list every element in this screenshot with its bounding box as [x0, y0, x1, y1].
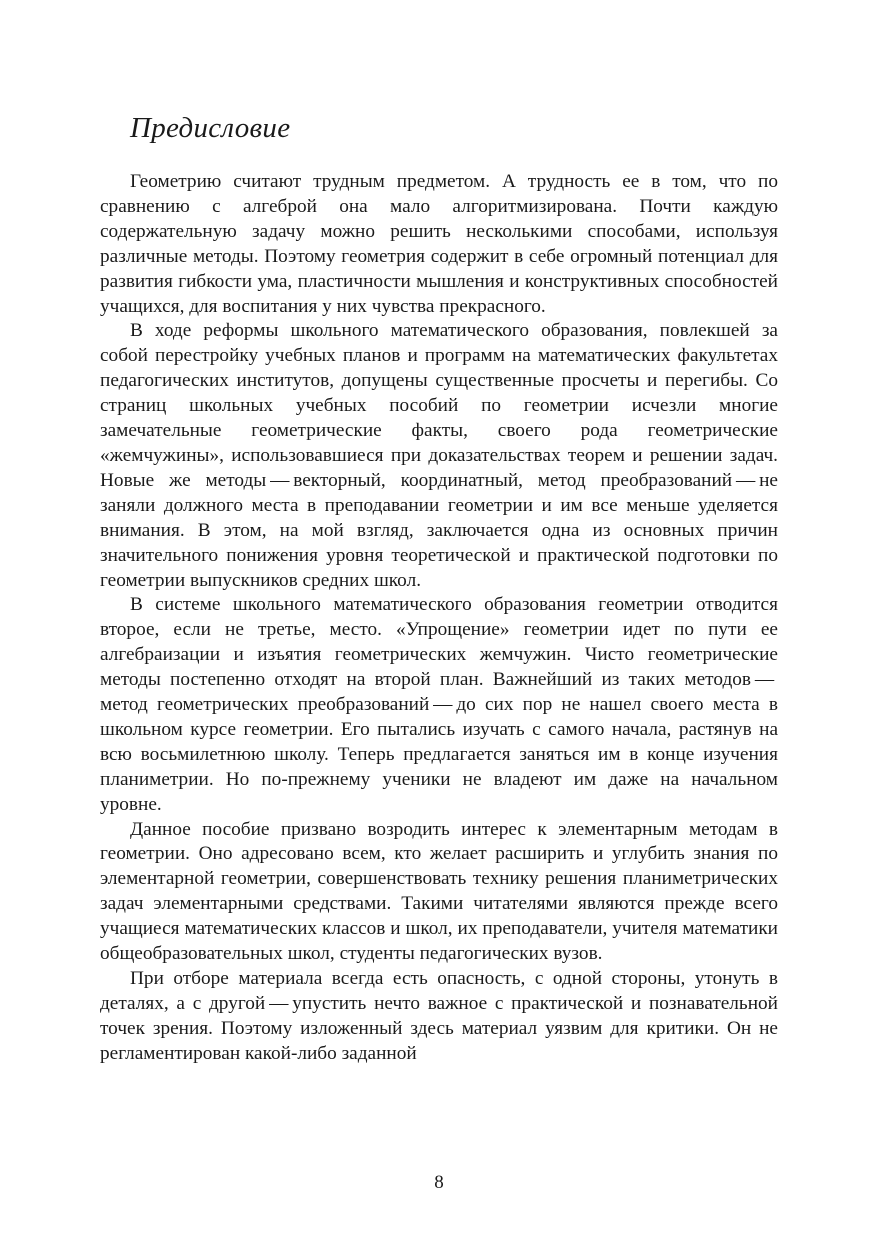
paragraph: При отборе материала всегда есть опасность, с одной стороны, утонуть в деталях, а с другой — упустить нечто важное с практической и познавательной точек зрения. Поэтому изложенный здесь материал уязвим для критики. Он не регламентирован какой-либо заданной — [100, 968, 778, 1064]
paragraph: В ходе реформы школьного математического образования, повлекшей за собой перестройку учебных планов и программ на математических факультетах педагогических институтов, допущены существенные просчеты и перегибы. Со страниц школьных учебных пособий по геометрии исчезли многие замечательные геометрические факты, своего рода геометрические «жемчужины», использовавшиеся при доказательствах теорем и решении задач. Новые же методы — векторный, координатный, метод преобразований — не заняли должного места в преподавании геометрии и им все меньше уделяется внимания. В этом, на мой взгляд, заключается одна из основных причин значительного понижения уровня теоретической и практической подготовки по геометрии выпускников средних школ. — [100, 320, 778, 591]
paragraph: В системе школьного математического образования геометрии отводится второе, если не третье, место. «Упрощение» геометрии идет по пути ее алгебраизации и изъятия геометрических жемчужин. Чисто геометрические методы постепенно отходят на второй план. Важнейший из таких методов — метод геометрических преобразований — до сих пор не нашел своего места в школьном курсе геометрии. Его пытались изучать с самого начала, растянув на всю восьмилетнюю школу. Теперь предлагается заняться им в конце изучения планиметрии. Но по-прежнему ученики не владеют им даже на начальном уровне. — [100, 594, 778, 815]
page-number: 8 — [434, 1172, 444, 1193]
section-heading: Предисловие — [130, 112, 291, 144]
body-text — [100, 170, 778, 1067]
document-page — [100, 0, 778, 1240]
paragraph: Геометрию считают трудным предметом. А трудность ее в том, что по сравнению с алгеброй она мало алгоритмизирована. Почти каждую содержательную задачу можно решить несколькими способами, используя различные методы. Поэтому геометрия содержит в себе огромный потенциал для развития гибкости ума, пластичности мышления и конструктивных способностей учащихся, для воспитания у них чувства прекрасного. — [100, 171, 778, 317]
paragraph: Данное пособие призвано возродить интерес к элементарным методам в геометрии. Оно адресовано всем, кто желает расширить и углубить знания по элементарной геометрии, совершенствовать технику решения планиметрических задач элементарными средствами. Такими читателями являются прежде всего учащиеся математических классов и школ, их преподаватели, учителя математики общеобразовательных школ, студенты педагогических вузов. — [100, 818, 778, 965]
